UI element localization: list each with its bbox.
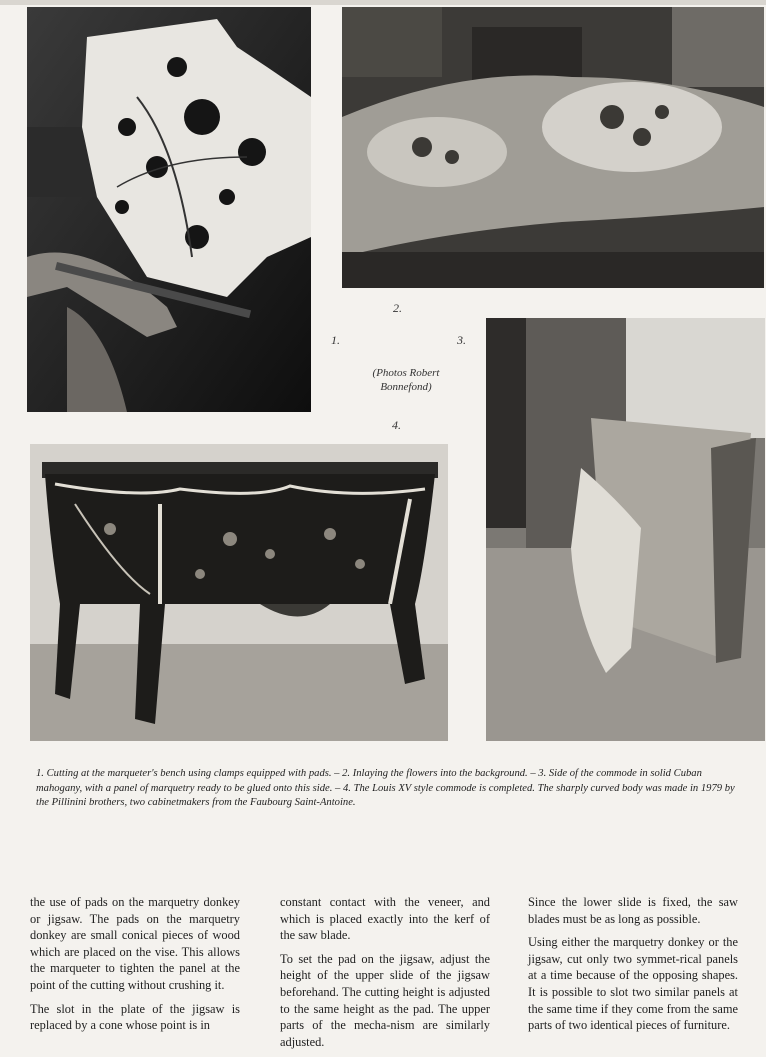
paragraph: To set the pad on the jigsaw, adjust the height of the upper slide of the jigsaw beforehand. The cutting height is adjusted to the same height as the pad. The upper parts of the mecha-nism are similarly adjusted. [280, 951, 490, 1049]
figure-number-3: 3. [457, 333, 466, 347]
body-column-1 [30, 894, 240, 1041]
paragraph: The slot in the plate of the jigsaw is replaced by a cone whose point is in [30, 1001, 240, 1033]
figure-caption: 1. Cutting at the marqueter's bench using clamps equipped with pads. – 2. Inlaying the flowers into the background. – 3. Side of the commode in solid Cuban mahogany, with a panel of marquetry ready to be glued onto this side. – 4. The Louis XV style commode is completed. The sharply curved body was made in 1979 by the Pillinini brothers, two cabinetmakers from the Faubourg Saint-Antoine. [36, 768, 735, 808]
photo-marquetry-cutting [27, 7, 311, 412]
photo-commode-side [486, 318, 765, 741]
figure-number-1: 1. [331, 333, 340, 347]
paragraph: Using either the marquetry donkey or the jigsaw, cut only two symmet-rical panels at a time because of the opposing shapes. It is possible to slot two similar panels at the same time if they come from the same parts of two identical pieces of furniture. [528, 935, 738, 1033]
body-column-2 [280, 894, 490, 1057]
figure-number-2: 2. [393, 301, 402, 315]
photo-flower-inlay [342, 7, 764, 288]
photo-credit: (Photos Robert Bonnefond) [372, 367, 440, 393]
figure-number-4: 4. [392, 418, 401, 432]
paragraph: constant contact with the veneer, and which is placed exactly into the kerf of the saw blade. [280, 895, 490, 943]
body-column-3 [528, 894, 738, 1041]
top-edge-strip [0, 0, 766, 5]
paragraph: Since the lower slide is fixed, the saw blades must be as long as possible. [528, 895, 738, 926]
paragraph: the use of pads on the marquetry donkey or jigsaw. The pads on the marquetry donkey are small conical pieces of wood which are placed on the vise. This allows the marqueter to tighten the panel at the point of the cutting without crushing it. [30, 895, 240, 992]
photo-louis-xv-commode [30, 444, 448, 741]
